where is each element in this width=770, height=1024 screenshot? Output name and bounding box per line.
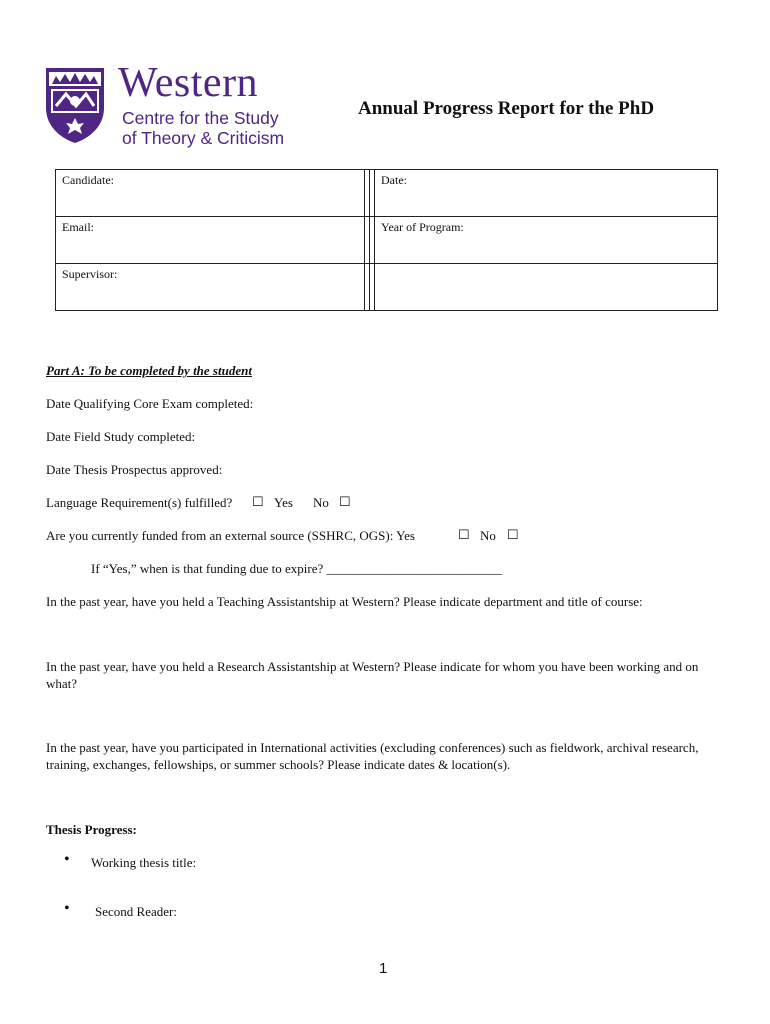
candidate-field[interactable]: Candidate: — [56, 170, 365, 217]
candidate-info-table — [55, 169, 718, 311]
logo-subtitle-line2: of Theory & Criticism — [122, 128, 285, 148]
language-yes-label: Yes — [274, 495, 293, 510]
language-no-label: No — [313, 495, 329, 510]
language-yes-checkbox[interactable]: ☐ — [252, 494, 264, 509]
western-shield-logo-icon — [44, 64, 106, 144]
field-study-question: Date Field Study completed: — [46, 429, 196, 444]
international-question: In the past year, have you participated in International activities (excluding conferences) such as fieldwork, archival research, training, exchanges, fellowships, or summer schools? Please indicate dates & location(s). — [46, 740, 699, 772]
prospectus-question: Date Thesis Prospectus approved: — [46, 462, 223, 477]
funded-yes-checkbox[interactable]: ☐ — [458, 527, 470, 542]
bullet-icon: • — [64, 851, 70, 868]
second-reader-item: Second Reader: — [95, 904, 177, 919]
funded-no-label: No — [480, 528, 496, 543]
date-field[interactable]: Date: — [375, 170, 718, 217]
ra-question: In the past year, have you held a Research Assistantship at Western? Please indicate for whom you have been working and on what? — [46, 659, 699, 691]
document-title: Annual Progress Report for the PhD — [358, 98, 655, 119]
funded-no-checkbox[interactable]: ☐ — [507, 527, 519, 542]
thesis-title-item: Working thesis title: — [91, 855, 197, 870]
language-no-checkbox[interactable]: ☐ — [339, 494, 351, 509]
core-exam-question: Date Qualifying Core Exam completed: — [46, 396, 254, 411]
funding-expire-question: If “Yes,” when is that funding due to expire? ___________________________ — [91, 561, 503, 576]
part-a-heading: Part A: To be completed by the student — [46, 363, 252, 378]
empty-field — [375, 264, 718, 311]
thesis-progress-heading: Thesis Progress: — [46, 822, 137, 837]
language-question: Language Requirement(s) fulfilled? — [46, 495, 233, 510]
page-number: 1 — [379, 960, 388, 977]
funded-question: Are you currently funded from an external source (SSHRC, OGS): Yes — [46, 528, 415, 543]
logo-subtitle-line1: Centre for the Study — [122, 108, 279, 128]
year-of-program-field[interactable]: Year of Program: — [375, 217, 718, 264]
ta-question: In the past year, have you held a Teaching Assistantship at Western? Please indicate department and title of course: — [46, 594, 643, 609]
bullet-icon: • — [64, 900, 70, 917]
logo-wordmark: Western — [118, 60, 259, 106]
supervisor-field[interactable]: Supervisor: — [56, 264, 365, 311]
email-field[interactable]: Email: — [56, 217, 365, 264]
